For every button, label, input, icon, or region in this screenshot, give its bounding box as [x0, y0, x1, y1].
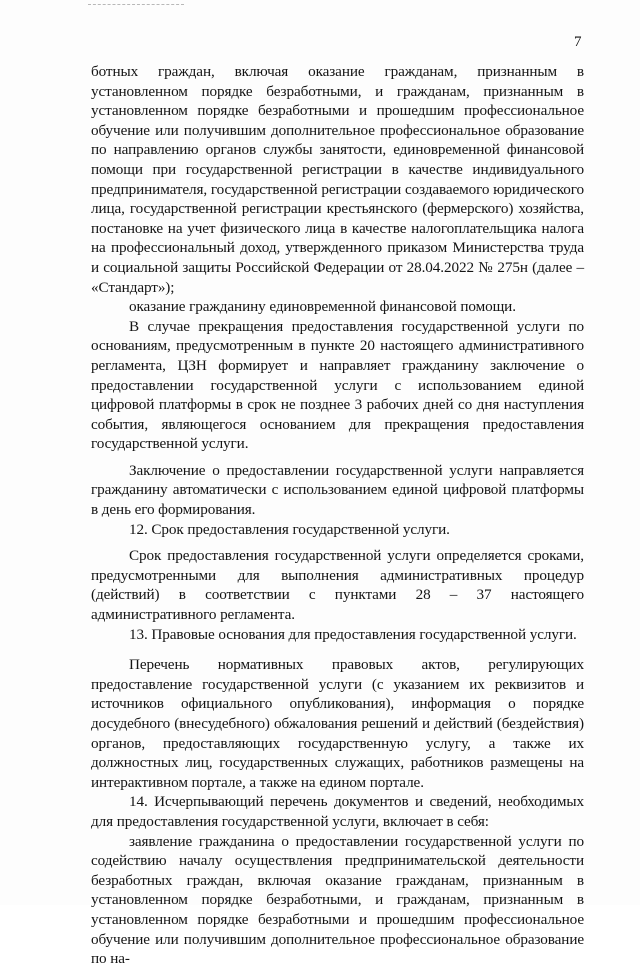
paragraph: Срок предоставления государственной услуги определяется сроками, предусмотренными для выполнения административных процедур (действий) в соответствии с пунктами 28 – 37 настоящего административного регламента.	[91, 547, 584, 624]
page-number: 7	[574, 34, 582, 50]
section-heading: 12. Срок предоставления государственной услуги.	[129, 520, 450, 538]
paragraph: ботных граждан, включая оказание гражданам, признанным в установленном порядке безработными, и гражданам, признанным в установленном порядке безработными и прошедшим профессиональное обучение или получившим дополнительное профессиональное образование по направлению органов службы занятости, единовременной финансовой помощи при государственной регистрации в качестве индивидуального предпринимателя, государственной регистрации создаваемого юридического лица, государственной регистрации крестьянского (фермерского) хозяйства, постановке на учет физического лица в качестве налогоплательщика налога на профессиональный доход, утвержденного приказом Министерства труда и социальной защиты Российской Федерации от 28.04.2022 № 275н (далее – «Стандарт»);	[91, 63, 584, 296]
paragraph: заявление гражданина о предоставлении государственной услуги по содействию началу осуществления предпринимательской деятельности безработных граждан, включая оказание гражданам, признанным в установленном порядке безработными, и гражданам, признанным в установленном порядке безработными и прошедшим профессиональное обучение или получившим дополнительное профессиональное образование по на-	[91, 832, 584, 968]
paragraph: 14. Исчерпывающий перечень документов и сведений, необходимых для предоставления государственной услуги, включает в себя:	[91, 793, 584, 830]
paragraph: Перечень нормативных правовых актов, регулирующих предоставление государственной услуги (с указанием их реквизитов и источников официального опубликования), информация о порядке досудебного (внесудебного) обжалования решений и действий (бездействия) органов, предоставляющих государственную услугу, а также их должностных лиц, государственных служащих, работников размещены на интерактивном портале, а также на едином портале.	[91, 656, 584, 791]
paragraph: оказание гражданину единовременной финансовой помощи.	[129, 298, 516, 316]
paragraph: Заключение о предоставлении государственной услуги направляется гражданину автоматически с использованием единой цифровой платформы в день его формирования.	[91, 461, 584, 519]
section-heading: 13. Правовые основания для предоставления государственной услуги.	[129, 625, 577, 643]
paragraph: В случае прекращения предоставления государственной услуги по основаниям, предусмотренным в пункте 20 настоящего административного регламента, ЦЗН формирует и направляет гражданину заключение о предоставлении государственной услуги с использованием единой цифровой платформы в срок не позднее 3 рабочих дней со дня наступления события, являющегося основанием для прекращения предоставления государственной услуги.	[91, 317, 584, 453]
top-divider	[88, 4, 184, 6]
body-text	[91, 62, 584, 969]
